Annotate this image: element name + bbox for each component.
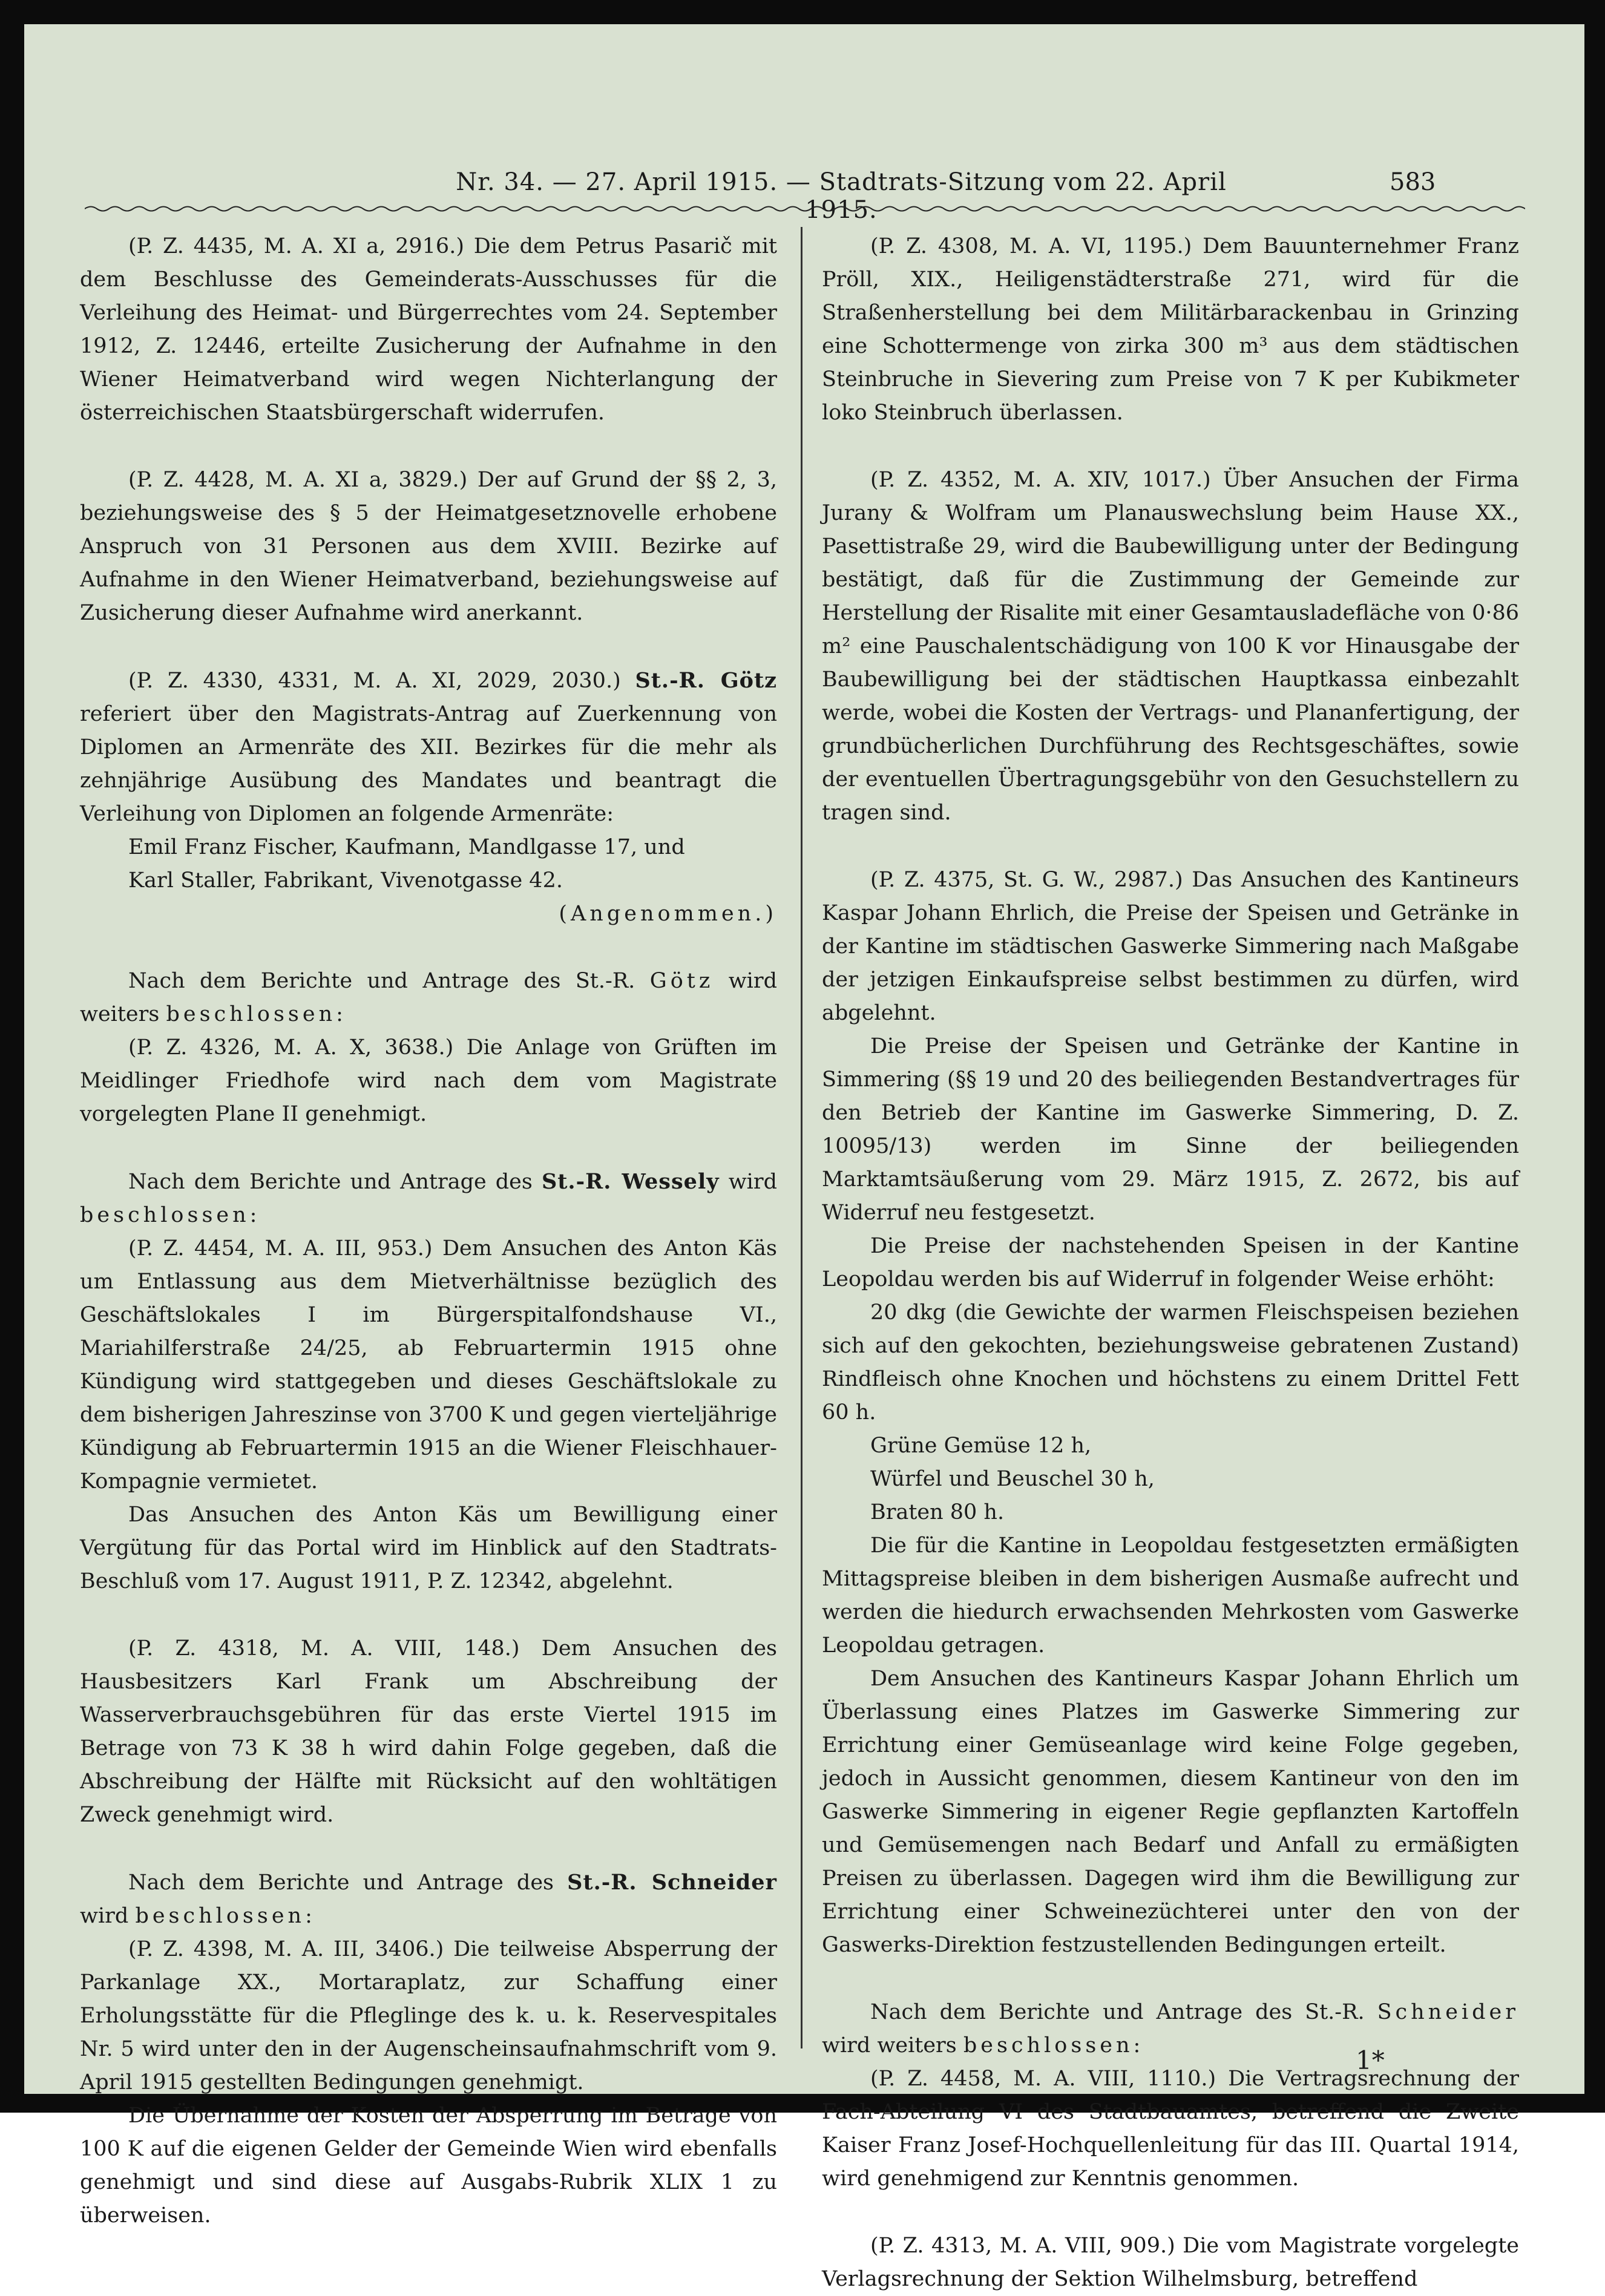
paragraph: (P. Z. 4435, M. A. XI a, 2916.) Die dem Petrus Pasarič mit dem Beschlusse des Gemeinderats-Ausschusses für die Verleihung des Heimat- und Bürgerrechtes vom 24. September 1912, Z. 12446, erteilte Zusicherung der Aufnahme in den Wiener Heimatverband wird wegen Nichterlangung der österreichischen Staatsbürgerschaft widerrufen. [80, 234, 777, 425]
page-header [24, 168, 1584, 224]
intro-text: wird weiters [80, 969, 777, 1026]
paragraph: (P. Z. 4313, M. A. VIII, 909.) Die vom Magistrate vorgelegte Verlagsrechnung der Sektion Wilhelmsburg, betreffend [822, 2234, 1519, 2291]
paragraph: 20 dkg (die Gewichte der warmen Fleischspeisen beziehen sich auf den gekochten, beziehungsweise gebratenen Zustand) Rindfleisch ohne Knochen und höchstens zu einem Drittel Fett 60 h. [822, 1301, 1519, 1425]
paragraph: Die Preise der Speisen und Getränke der Kantine in Simmering (§§ 19 und 20 des beiliegenden Bestandvertrages für den Betrieb der Kantine im Gaswerke Simmering, D. Z. 10095/13) werden im Sinne der beiliegenden Marktamtsäußerung vom 29. März 1915, Z. 2672, bis auf Widerruf neu festgesetzt. [822, 1034, 1519, 1225]
paragraph [80, 664, 777, 831]
speaker-name: Götz [649, 969, 714, 993]
resolution-verb: beschlossen: [963, 2033, 1144, 2058]
paragraph: Die Übernahme der Kosten der Absperrung im Betrage von 100 K auf die eigenen Gelder der Gemeinde Wien wird ebenfalls genehmigt und sind diese auf Ausgabs-Rubrik XLIX 1 zu überweisen. [80, 2104, 777, 2228]
intro-text: Nach dem Berichte und Antrage des [128, 1871, 554, 1895]
speaker-name: Schneider [1377, 2000, 1519, 2024]
list-item: Braten 80 h. [870, 1500, 1005, 1524]
intro-text: Nach dem Berichte und Antrage des St.-R. [128, 969, 635, 993]
paragraph: (P. Z. 4308, M. A. VI, 1195.) Dem Bauunternehmer Franz Pröll, XIX., Heiligenstädterstraße 271, wird für die Straßenherstellung bei dem Militärbarackenbau in Grinzing eine Schottermenge von zirka 300 m³ aus dem städtischen Steinbruche in Sievering zum Preise von 7 K per Kubikmeter loko Steinbruch überlassen. [822, 234, 1519, 425]
reference: (P. Z. 4330, 4331, M. A. XI, 2029, 2030.) [128, 669, 621, 693]
list-item: Karl Staller, Fabrikant, Vivenotgasse 42. [128, 868, 563, 893]
paragraph: Dem Ansuchen des Kantineurs Kaspar Johann Ehrlich um Überlassung eines Platzes im Gaswerke Simmering zur Errichtung einer Gemüseanlage wird keine Folge gegeben, jedoch in Aussicht genommen, diesem Kantineur von den im Gaswerke Simmering in eigener Regie gepflanzten Kartoffeln und Gemüsemengen nach Bedarf und Anfall zu ermäßigten Preisen zu überlassen. Dagegen wird ihm die Bewilligung zur Errichtung einer Schweinezüchterei unter den von der Gaswerks-Direktion festzustellenden Bedingungen erteilt. [822, 1667, 1519, 1957]
resolution-intro [80, 1866, 777, 1933]
paragraph: (P. Z. 4458, M. A. VIII, 1110.) Die Vertragsrechnung der Fach-Abteilung VI des Stadtbauamtes, betreffend die Zweite Kaiser Franz Josef-Hochquellenleitung für das III. Quartal 1914, wird genehmigend zur Kenntnis genommen. [822, 2067, 1519, 2191]
intro-text: wird [80, 1904, 129, 1928]
resolution-verb: beschlossen: [135, 1904, 316, 1928]
paragraph-text: referiert über den Magistrats-Antrag auf Zuerkennung von Diplomen an Armenräte des XII. Bezirkes für die mehr als zehnjährige Ausübung des Mandates und beantragt die Verleihung von Diplomen an folgende Armenräte: [80, 702, 777, 826]
intro-text: Nach dem Berichte und Antrage des St.-R. [870, 2000, 1365, 2024]
paragraph: Die Preise der nachstehenden Speisen in der Kantine Leopoldau werden bis auf Widerruf in folgender Weise erhöht: [822, 1234, 1519, 1291]
result-note: (Angenommen.) [559, 902, 777, 926]
paragraph: Die für die Kantine in Leopoldau festgesetzten ermäßigten Mittagspreise bleiben in dem bisherigen Ausmaße aufrecht und werden die hiedurch erwachsenden Mehrkosten vom Gaswerke Leopoldau getragen. [822, 1533, 1519, 1658]
list-item: Grüne Gemüse 12 h, [870, 1434, 1092, 1458]
list-item: Emil Franz Fischer, Kaufmann, Mandlgasse 17, und [128, 835, 685, 859]
right-column [822, 230, 1519, 2296]
page [24, 24, 1584, 2291]
signature-mark: 1* [1356, 2045, 1385, 2075]
column-divider [801, 227, 802, 2048]
resolution-verb: beschlossen: [166, 1002, 347, 1026]
resolution-intro [80, 965, 777, 1031]
resolution-intro [822, 1996, 1519, 2062]
paragraph: (P. Z. 4428, M. A. XI a, 3829.) Der auf Grund der §§ 2, 3, beziehungsweise des § 5 der Heimatgesetznovelle erhobene Anspruch von 31 Personen aus dem XVIII. Bezirke auf Aufnahme in den Wiener Heimatverband, beziehungsweise auf Zusicherung dieser Aufnahme wird anerkannt. [80, 468, 777, 625]
intro-text: wird weiters [822, 2033, 957, 2058]
intro-text: wird [728, 1170, 777, 1194]
paragraph: (P. Z. 4326, M. A. X, 3638.) Die Anlage von Grüften im Meidlinger Friedhofe wird nach dem vom Magistrate vorgelegten Plane II genehmigt. [80, 1035, 777, 1126]
resolution-intro [80, 1165, 777, 1232]
paragraph: (P. Z. 4318, M. A. VIII, 148.) Dem Ansuchen des Hausbesitzers Karl Frank um Abschreibung der Wasserverbrauchsgebühren für das erste Viertel 1915 im Betrage von 73 K 38 h wird dahin Folge gegeben, daß die Abschreibung der Hälfte mit Rücksicht auf den wohltätigen Zweck genehmigt wird. [80, 1636, 777, 1827]
paragraph: (P. Z. 4454, M. A. III, 953.) Dem Ansuchen des Anton Käs um Entlassung aus dem Mietverhältnisse bezüglich des Geschäftslokales I im Bürgerspitalfondshause VI., Mariahilferstraße 24/25, ab Februartermin 1915 ohne Kündigung wird stattgegeben und dieses Geschäftslokale zu dem bisherigen Jahreszinse von 3700 K und gegen vierteljährige Kündigung ab Februartermin 1915 an die Wiener Fleischhauer-Kompagnie vermietet. [80, 1236, 777, 1494]
header-wavy-rule [85, 203, 1525, 214]
paragraph: Das Ansuchen des Anton Käs um Bewilligung einer Vergütung für das Portal wird im Hinblick auf den Stadtrats-Beschluß vom 17. August 1911, P. Z. 12342, abgelehnt. [80, 1503, 777, 1593]
speaker-name: St.-R. Götz [635, 668, 777, 693]
left-column [80, 230, 777, 2232]
paragraph: (P. Z. 4352, M. A. XIV, 1017.) Über Ansuchen der Firma Jurany & Wolfram um Planauswechslung beim Hause XX., Pasettistraße 29, wird die Baubewilligung unter der Bedingung bestätigt, daß für die Zustimmung der Gemeinde zur Herstellung der Risalite mit einer Gesamtausladefläche von 0·86 m² eine Pauschalentschädigung von 100 K vor Hinausgabe der Baubewilligung bei der städtischen Hauptkassa einbezahlt werde, wobei die Kosten der Vertrags- und Plananfertigung, der grundbücherlichen Durchführung des Rechtsgeschäftes, sowie der eventuellen Übertragungsgebühr von den Gesuchstellern zu tragen sind. [822, 468, 1519, 825]
resolution-verb: beschlossen: [80, 1203, 261, 1227]
running-head: Nr. 34. — 27. April 1915. — Stadtrats-Sitzung vom 22. April 1915. [456, 168, 1227, 224]
page-number: 583 [1390, 168, 1436, 196]
speaker-name: St.-R. Wessely [541, 1169, 720, 1194]
speaker-name: St.-R. Schneider [567, 1870, 777, 1895]
intro-text: Nach dem Berichte und Antrage des [128, 1170, 533, 1194]
list-item: Würfel und Beuschel 30 h, [870, 1467, 1155, 1491]
paragraph: (P. Z. 4398, M. A. III, 3406.) Die teilweise Absperrung der Parkanlage XX., Mortaraplatz, zur Schaffung einer Erholungsstätte für die Pfleglinge des k. u. k. Reservespitales Nr. 5 wird unter den in der Augenscheinsaufnahmschrift vom 9. April 1915 gestellten Bedingungen genehmigt. [80, 1937, 777, 2094]
paragraph: (P. Z. 4375, St. G. W., 2987.) Das Ansuchen des Kantineurs Kaspar Johann Ehrlich, die Preise der Speisen und Getränke in der Kantine im städtischen Gaswerke Simmering nach Maßgabe der jetzigen Einkaufspreise selbst bestimmen zu dürfen, wird abgelehnt. [822, 868, 1519, 1025]
